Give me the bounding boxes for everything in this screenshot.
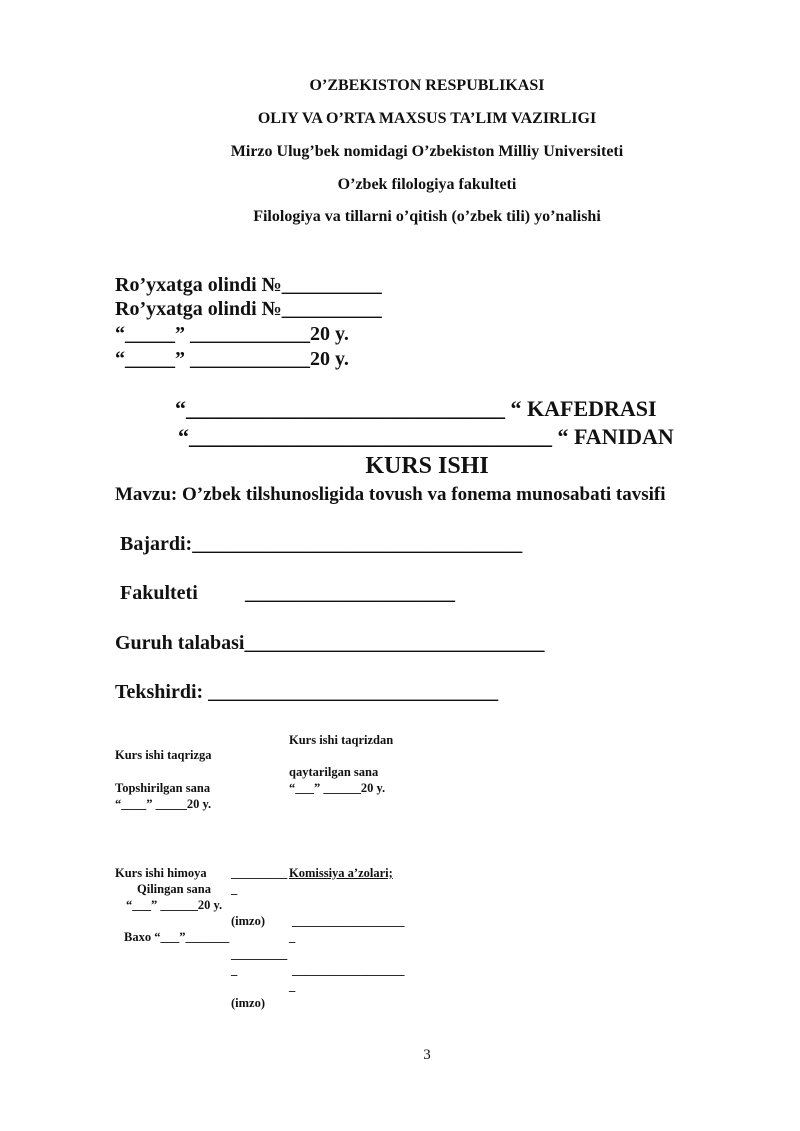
commission-sign-line-2b: _: [289, 979, 296, 993]
review-return-label-1: Kurs ishi taqrizdan: [289, 733, 394, 747]
defense-mid-line-2: _________: [231, 947, 288, 961]
defense-label-1: Kurs ishi himoya: [115, 866, 207, 880]
defense-mid-line-1: _________: [231, 866, 288, 880]
defense-date: “___” ______20 y.: [126, 898, 223, 912]
defense-mid-line-1b: _: [231, 882, 238, 896]
defense-grade: Baxo “___”_______: [124, 930, 230, 944]
review-return-label-2: qaytarilgan sana: [289, 765, 379, 779]
page-number: 3: [423, 1047, 431, 1063]
registration-line-2: Ro’yxatga olindi №__________: [115, 298, 382, 320]
commission-sign-line-1: __________________: [292, 914, 405, 928]
registration-date-2: “_____” ____________20 y.: [115, 348, 349, 370]
imzo-label-1: (imzo): [231, 914, 266, 928]
fakulteti-line: _____________________: [245, 582, 455, 604]
imzo-label-2: (imzo): [231, 996, 266, 1010]
guruh-field: Guruh talabasi______________________________: [115, 632, 545, 654]
defense-label-2: Qilingan sana: [137, 882, 211, 896]
registration-date-1: “_____” ____________20 y.: [115, 323, 349, 345]
ministry-name: OLIY VA O’RTA MAXSUS TA’LIM VAZIRLIGI: [257, 110, 597, 127]
commission-sign-line-1b: _: [289, 930, 296, 944]
review-submit-date: “____” _____20 y.: [115, 797, 212, 811]
document-title: KURS ISHI: [365, 453, 489, 479]
kafedra-line: “_____________________________ “ KAFEDRASI: [175, 396, 657, 421]
faculty-name: O’zbek filologiya fakulteti: [337, 176, 517, 193]
ministry-country: O’ZBEKISTON RESPUBLIKASI: [309, 77, 545, 94]
fan-line: “_________________________________ “ FANIDAN: [178, 424, 674, 449]
review-return-date: “___” ______20 y.: [289, 781, 386, 795]
review-submit-label-1: Kurs ishi taqrizga: [115, 748, 212, 762]
review-submit-label-2: Topshirilgan sana: [115, 781, 211, 795]
commission-label: Komissiya a’zolari;: [289, 866, 393, 880]
university-name: Mirzo Ulug’bek nomidagi O’zbekiston Milliy Universiteti: [230, 143, 624, 160]
fakulteti-label: Fakulteti: [120, 582, 198, 604]
commission-sign-line-2: __________________: [292, 963, 405, 977]
defense-mid-line-2b: _: [231, 963, 238, 977]
topic-line: Mavzu: O’zbek tilshunosligida tovush va fonema munosabati tavsifi: [115, 484, 666, 505]
bajardi-field: Bajardi:_________________________________: [120, 533, 523, 555]
registration-line-1: Ro’yxatga olindi №__________: [115, 274, 382, 296]
tekshirdi-field: Tekshirdi: _____________________________: [115, 681, 499, 703]
direction-name: Filologiya va tillarni o’qitish (o’zbek tili) yo’nalishi: [253, 208, 601, 225]
